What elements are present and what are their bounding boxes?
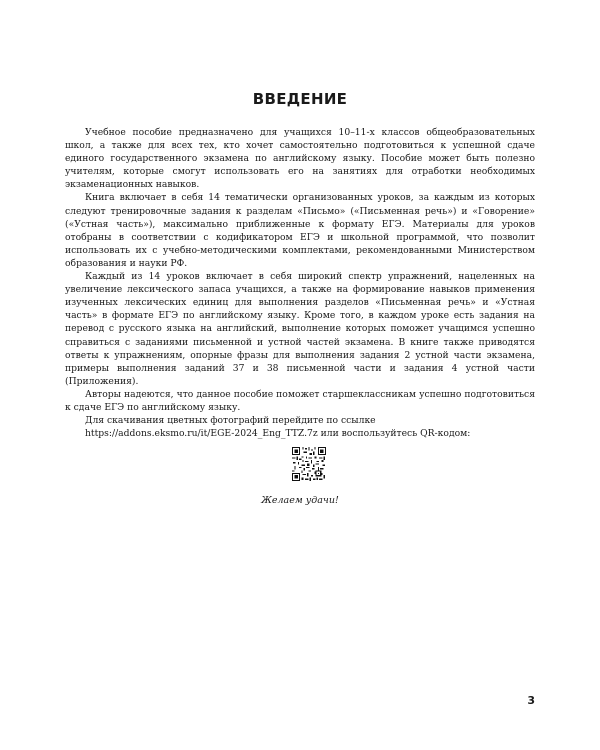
- paragraph-download: Для скачивания цветных фотографий перейдите по ссылке: [85, 415, 376, 427]
- body-text: [65, 126, 535, 440]
- paragraph-lessons: Каждый из 14 уроков включает в себя широкий спектр упражнений, нацеленных на увеличение лексического запаса учащихся, а также на формирование навыков применения изученных лексических единиц для выполнения разделов «Письменная речь» и «Устная часть» в формате ЕГЭ по английскому языку. Кроме того, в каждом уроке есть задания на перевод с русского языка на английский, выполнение которых поможет учащимся успешно справиться с заданиями письменной и устной частей экзамена. В книге также приводятся ответы к упражнениям, опорные фразы для выполнения задания 2 устной части экзамена, примеры выполнения заданий 37 и 38 письменной части и задания 4 устной части (Приложения).: [65, 271, 535, 387]
- page-title: ВВЕДЕНИЕ: [252, 90, 348, 108]
- page-number: 3: [527, 694, 535, 707]
- paragraph-authors: Авторы надеются, что данное пособие поможет старшеклассникам успешно подготовиться к сдаче ЕГЭ по английскому языку.: [65, 388, 535, 413]
- paragraph-purpose: Учебное пособие предназначено для учащихся 10–11-х классов общеобразовательных школ, а также для всех тех, кто хочет самостоятельно подготовиться к успешной сдаче единого государственного экзамена по английскому языку. Пособие может быть полезно учителям, которые смогут использовать его на занятиях для отработки необходимых экзаменационных навыков.: [65, 127, 535, 191]
- paragraph-contents: Книга включает в себя 14 тематически организованных уроков, за каждым из которых следуют тренировочные задания к разделам «Письмо» («Письменная речь») и «Говорение» («Устная часть»), максимально приближенные к формату ЕГЭ. Материалы для уроков отобраны в соответствии с кодификатором ЕГЭ и школьной программой, что позволит использовать их с учебно-методическими комплектами, рекомендованными Министерством образования и науки РФ.: [65, 192, 535, 269]
- download-link[interactable]: https://addons.eksmo.ru/it/EGE-2024_Eng_TTZ.7z или воспользуйтесь QR-кодом:: [85, 428, 471, 440]
- closing-wish: Желаем удачи!: [261, 495, 339, 506]
- qr-code-icon[interactable]: [292, 447, 326, 481]
